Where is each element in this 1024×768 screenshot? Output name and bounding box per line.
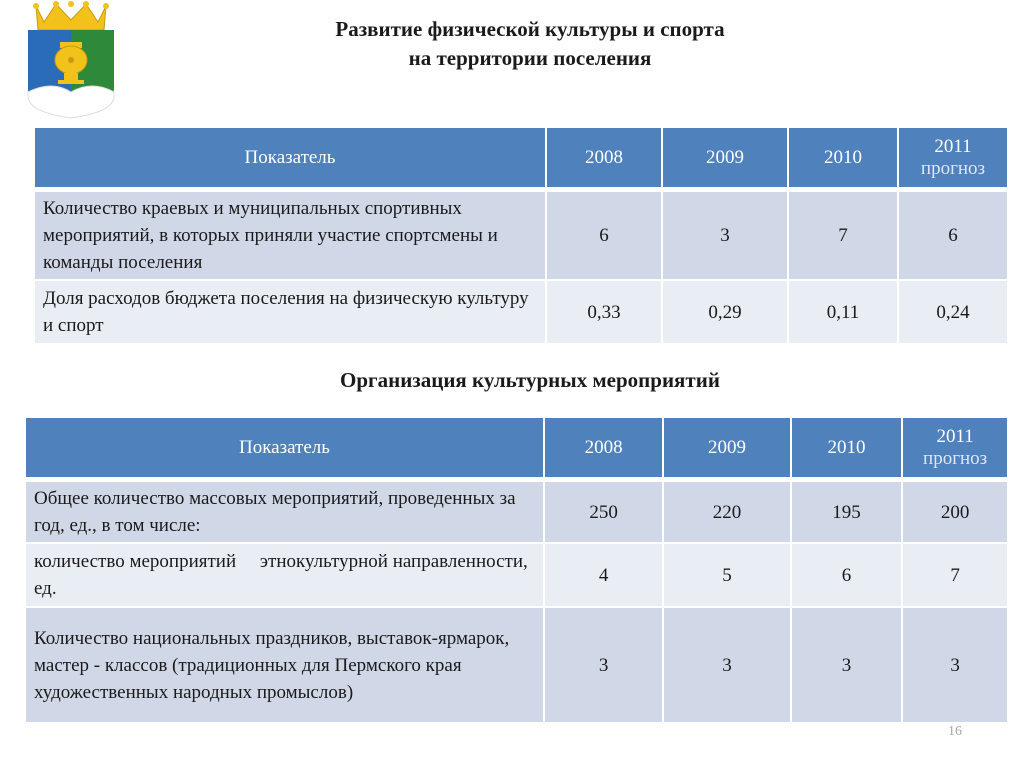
- table-row: [26, 482, 1007, 542]
- row-label: Количество краевых и муниципальных спортивных мероприятий, в которых приняли участие спортсмены и команды поселения: [35, 192, 545, 279]
- cell-2009: 3: [664, 608, 789, 722]
- column-header-2011-note: прогноз: [923, 447, 988, 469]
- row-label: Количество национальных праздников, выставок-ярмарок, мастер - классов (традиционных для Пермского края художественных народных промыслов): [26, 608, 543, 722]
- row-label: Общее количество массовых мероприятий, проведенных за год, ед., в том числе:: [26, 482, 543, 542]
- page-number: 16: [948, 724, 962, 739]
- table-row: [26, 544, 1007, 606]
- column-header-2011-year: 2011: [936, 425, 974, 447]
- culture-table: [24, 416, 1009, 724]
- cell-2008: 4: [545, 544, 662, 606]
- cell-2008: 6: [547, 192, 661, 279]
- title-line-2: на территории поселения: [408, 46, 652, 70]
- row-label: количество мероприятий этнокультурной направленности, ед.: [26, 544, 543, 606]
- cell-2009: 3: [663, 192, 787, 279]
- cell-2009: 0,29: [663, 281, 787, 343]
- sport-table: [33, 126, 1009, 345]
- table-row: [35, 192, 1007, 279]
- cell-2010: 6: [792, 544, 902, 606]
- column-header-2011-note: прогноз: [920, 157, 986, 179]
- cell-2011: 7: [903, 544, 1007, 606]
- table-header-row: [26, 418, 1007, 480]
- cell-2009: 5: [664, 544, 789, 606]
- column-header-2008: 2008: [547, 128, 661, 190]
- cell-2008: 0,33: [547, 281, 661, 343]
- cell-2008: 250: [545, 482, 662, 542]
- table-row: [35, 281, 1007, 343]
- cell-2011: 3: [903, 608, 1007, 722]
- cell-2011: 200: [903, 482, 1007, 542]
- column-header-2010: 2010: [792, 418, 902, 480]
- section-title: Организация культурных мероприятий: [340, 368, 720, 392]
- column-header-2010: 2010: [789, 128, 897, 190]
- cell-2009: 220: [664, 482, 789, 542]
- row-label: Доля расходов бюджета поселения на физическую культуру и спорт: [35, 281, 545, 343]
- column-header-2009: 2009: [664, 418, 789, 480]
- coat-of-arms-icon: [22, 0, 120, 120]
- cell-2010: 7: [789, 192, 897, 279]
- cell-2011: 0,24: [899, 281, 1007, 343]
- cell-2010: 195: [792, 482, 902, 542]
- cell-2010: 3: [792, 608, 902, 722]
- table-header-row: [35, 128, 1007, 190]
- column-header-2011: [903, 418, 1007, 480]
- cell-2008: 3: [545, 608, 662, 722]
- column-header-indicator: Показатель: [26, 418, 543, 480]
- column-header-2008: 2008: [545, 418, 662, 480]
- table-row: [26, 608, 1007, 722]
- cell-2010: 0,11: [789, 281, 897, 343]
- title-line-1: Развитие физической культуры и спорта: [335, 17, 725, 41]
- column-header-2011: [899, 128, 1007, 190]
- page-title: [250, 15, 810, 73]
- column-header-indicator: Показатель: [35, 128, 545, 190]
- column-header-2009: 2009: [663, 128, 787, 190]
- cell-2011: 6: [899, 192, 1007, 279]
- column-header-2011-year: 2011: [934, 135, 972, 157]
